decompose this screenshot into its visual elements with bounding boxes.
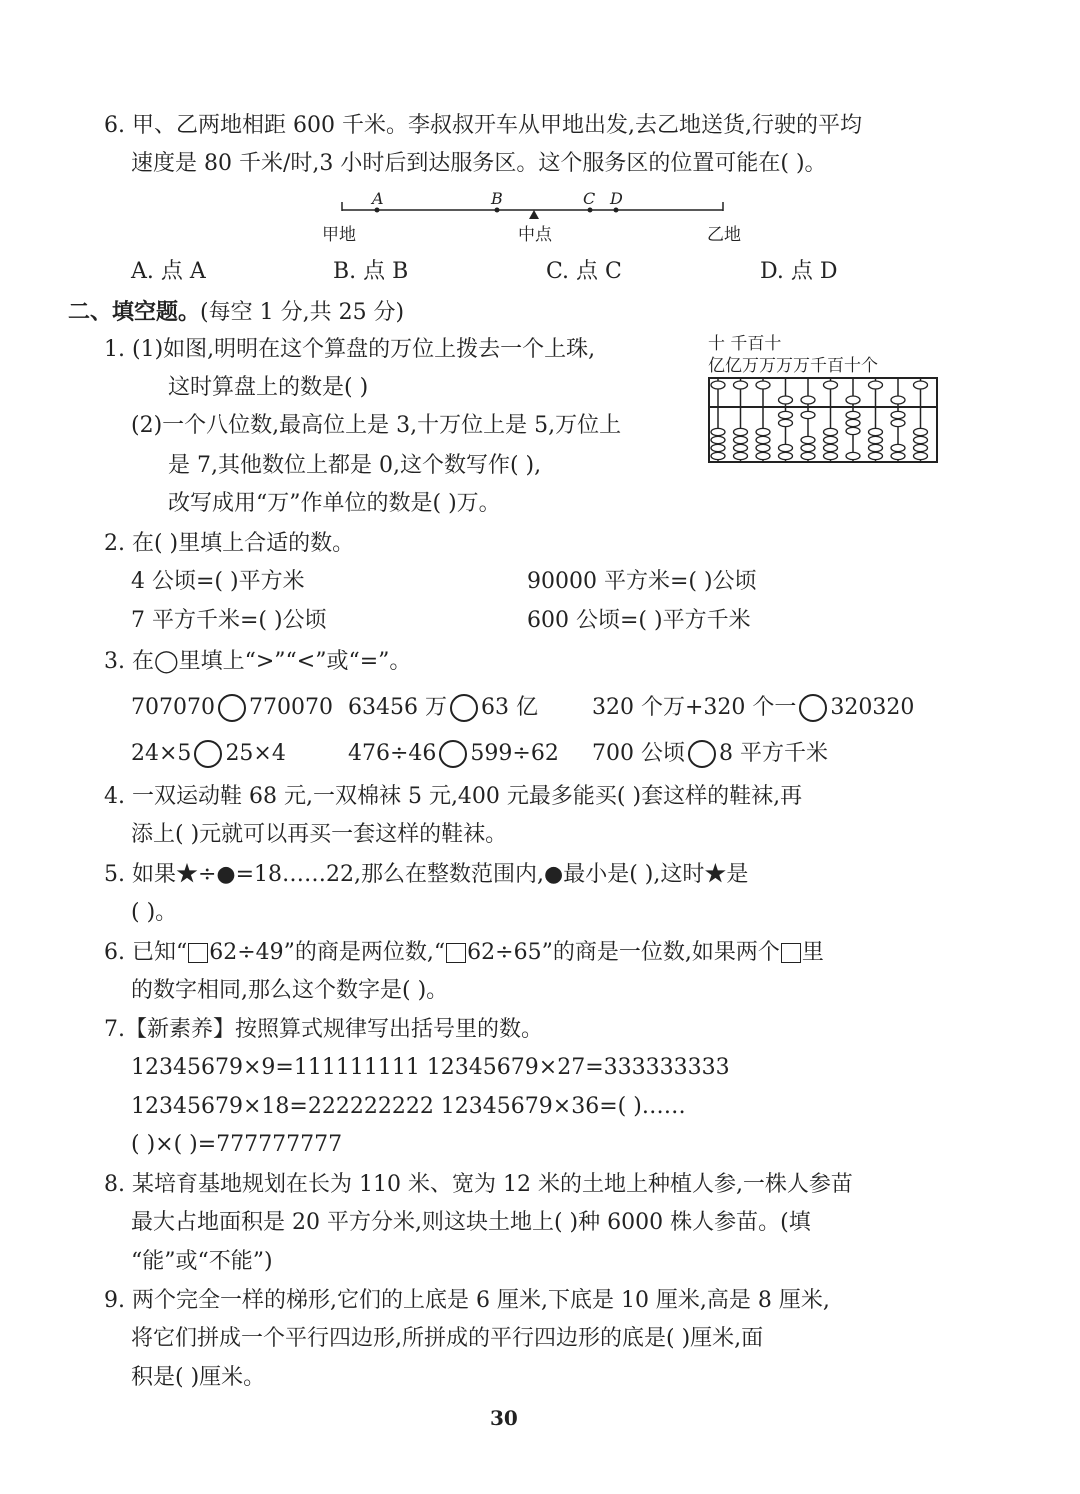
abacus-bead xyxy=(711,381,725,389)
abacus-bead xyxy=(711,436,725,443)
q6-option-d[interactable]: D. 点 D xyxy=(760,259,838,284)
p3-row2-item2: 476÷46 599÷62 xyxy=(348,741,559,766)
section-note: (每空 1 分,共 25 分) xyxy=(200,300,405,325)
p2-c: 7 平方千米=( )公顷 xyxy=(131,608,327,633)
abacus-bead xyxy=(779,419,793,426)
p7-row3: ( )×( )=777777777 xyxy=(131,1132,343,1157)
p5-line2: ( )。 xyxy=(131,900,178,925)
p7-line1: 7.【新素养】按照算式规律写出括号里的数。 xyxy=(104,1017,543,1042)
q6-option-c[interactable]: C. 点 C xyxy=(546,259,622,284)
label-jia: 甲地 xyxy=(322,225,356,245)
compare-circle[interactable] xyxy=(799,694,827,722)
p2-a: 4 公顷=( )平方米 xyxy=(131,569,305,594)
abacus-bead xyxy=(711,452,725,459)
page-number: 30 xyxy=(490,1406,518,1430)
compare-circle[interactable] xyxy=(688,740,716,768)
label-b: B xyxy=(491,189,503,208)
p3-row1-item3: 320 个万+320 个一 320320 xyxy=(592,695,915,720)
abacus-bead xyxy=(891,419,905,426)
abacus-bead xyxy=(846,452,860,459)
abacus-bead xyxy=(869,436,883,443)
compare-circle[interactable] xyxy=(194,740,222,768)
point-c xyxy=(588,208,593,213)
abacus-bead xyxy=(869,444,883,451)
label-yi: 乙地 xyxy=(707,225,741,245)
midpoint-marker xyxy=(529,210,539,219)
q6-option-b[interactable]: B. 点 B xyxy=(333,259,409,284)
abacus-bead xyxy=(914,444,928,451)
p8-line2: 最大占地面积是 20 平方分米,则这块土地上( )种 6000 株人参苗。(填 xyxy=(131,1210,811,1235)
blank-square xyxy=(781,943,801,963)
section-title: 二、填空题。 xyxy=(68,299,201,325)
p9-line2: 将它们拼成一个平行四边形,所拼成的平行四边形的底是( )厘米,面 xyxy=(131,1326,764,1351)
p9-line3: 积是( )厘米。 xyxy=(131,1365,266,1390)
abacus-bead xyxy=(756,444,770,451)
abacus-bead xyxy=(914,428,928,435)
p3-row1-item2: 63456 万 63 亿 xyxy=(348,695,538,720)
abacus-bead xyxy=(801,411,815,418)
abacus-bead xyxy=(914,381,928,389)
p3-row2-item3: 700 公顷 8 平方千米 xyxy=(592,741,828,766)
abacus-bead xyxy=(846,427,860,434)
abacus-bead xyxy=(846,411,860,418)
number-line-diagram xyxy=(320,188,760,258)
p1-line1: 1. (1)如图,明明在这个算盘的万位上拨去一个上珠, xyxy=(104,337,596,362)
section-heading xyxy=(68,298,404,327)
point-d xyxy=(614,208,619,213)
abacus-bead xyxy=(756,452,770,459)
abacus-bead xyxy=(734,436,748,443)
p4-line2: 添上( )元就可以再买一套这样的鞋袜。 xyxy=(131,822,508,847)
abacus-bead xyxy=(734,444,748,451)
abacus-bead xyxy=(779,452,793,459)
p2-b: 90000 平方米=( )公顷 xyxy=(527,569,757,594)
abacus xyxy=(708,376,940,466)
p1-line5: 改写成用“万”作单位的数是( )万。 xyxy=(168,491,501,516)
abacus-bead xyxy=(734,381,748,389)
abacus-bead xyxy=(779,411,793,418)
abacus-labels: 亿亿万万万万千百十个 xyxy=(708,356,878,376)
abacus-bead xyxy=(846,396,860,404)
p1-line3: (2)一个八位数,最高位上是 3,十万位上是 5,万位上 xyxy=(131,413,622,438)
abacus-bead xyxy=(824,436,838,443)
abacus-bead xyxy=(801,452,815,459)
p7-row1: 12345679×9=111111111 12345679×27=333333333 xyxy=(131,1055,730,1080)
q6-line1: 6. 甲、乙两地相距 600 千米。李叔叔开车从甲地出发,去乙地送货,行驶的平均 xyxy=(104,113,862,138)
p8-line1: 8. 某培育基地规划在长为 110 米、宽为 12 米的土地上种植人参,一株人参苗 xyxy=(104,1172,853,1197)
compare-circle[interactable] xyxy=(450,694,478,722)
abacus-bead xyxy=(824,452,838,459)
p1-line2: 这时算盘上的数是( ) xyxy=(168,375,369,400)
blank-square xyxy=(188,943,208,963)
abacus-bead xyxy=(801,444,815,451)
p7-row2: 12345679×18=222222222 12345679×36=( )…… xyxy=(131,1094,686,1119)
abacus-bead xyxy=(734,452,748,459)
point-b xyxy=(495,208,500,213)
abacus-bead xyxy=(914,436,928,443)
abacus-bead xyxy=(869,428,883,435)
abacus-bead xyxy=(711,444,725,451)
p6-line1: 6. 已知“ 62÷49”的商是两位数,“ 62÷65”的商是一位数,如果两个 里 xyxy=(104,940,824,965)
blank-square xyxy=(446,943,466,963)
abacus-bead xyxy=(801,396,815,404)
abacus-bead xyxy=(914,452,928,459)
label-d: D xyxy=(610,189,623,208)
label-mid: 中点 xyxy=(518,225,552,245)
p3-row1-item1: 707070 770070 xyxy=(131,695,333,720)
abacus-bead xyxy=(824,381,838,389)
p2-d: 600 公顷=( )平方千米 xyxy=(527,608,751,633)
p3-row2-item1: 24×5 25×4 xyxy=(131,741,286,766)
abacus-bead xyxy=(756,436,770,443)
abacus-bead xyxy=(734,428,748,435)
abacus-bead xyxy=(846,419,860,426)
abacus-bead xyxy=(891,411,905,418)
abacus-bead xyxy=(891,396,905,404)
compare-circle[interactable] xyxy=(218,694,246,722)
abacus-bead xyxy=(869,452,883,459)
abacus-bead xyxy=(869,381,883,389)
label-a: A xyxy=(372,189,384,208)
abacus-bead xyxy=(824,428,838,435)
compare-circle[interactable] xyxy=(439,740,467,768)
p1-line4: 是 7,其他数位上都是 0,这个数写作( ), xyxy=(168,453,542,478)
p3-line1: 3. 在◯里填上“>”“<”或“=”。 xyxy=(104,649,412,674)
abacus-bead xyxy=(801,436,815,443)
abacus-top-labels: 十 千百十 xyxy=(708,334,782,354)
q6-line2: 速度是 80 千米/时,3 小时后到达服务区。这个服务区的位置可能在( )。 xyxy=(131,151,827,176)
p4-line1: 4. 一双运动鞋 68 元,一双棉袜 5 元,400 元最多能买( )套这样的鞋袜,再 xyxy=(104,784,803,809)
abacus-bead xyxy=(891,452,905,459)
abacus-bead xyxy=(779,444,793,451)
p8-line3: “能”或“不能”) xyxy=(131,1249,273,1274)
abacus-bead xyxy=(756,381,770,389)
p2-line1: 2. 在( )里填上合适的数。 xyxy=(104,531,355,556)
label-c: C xyxy=(583,189,596,208)
p5-line1: 5. 如果★÷●=18……22,那么在整数范围内,●最小是( ),这时★是 xyxy=(104,862,749,887)
point-a xyxy=(375,208,380,213)
abacus-bead xyxy=(756,428,770,435)
q6-option-a[interactable]: A. 点 A xyxy=(131,259,206,284)
abacus-bead xyxy=(779,396,793,404)
p9-line1: 9. 两个完全一样的梯形,它们的上底是 6 厘米,下底是 10 厘米,高是 8 厘米, xyxy=(104,1288,830,1313)
abacus-bead xyxy=(891,444,905,451)
abacus-bead xyxy=(824,444,838,451)
p6-line2: 的数字相同,那么这个数字是( )。 xyxy=(131,978,449,1003)
abacus-bead xyxy=(711,428,725,435)
